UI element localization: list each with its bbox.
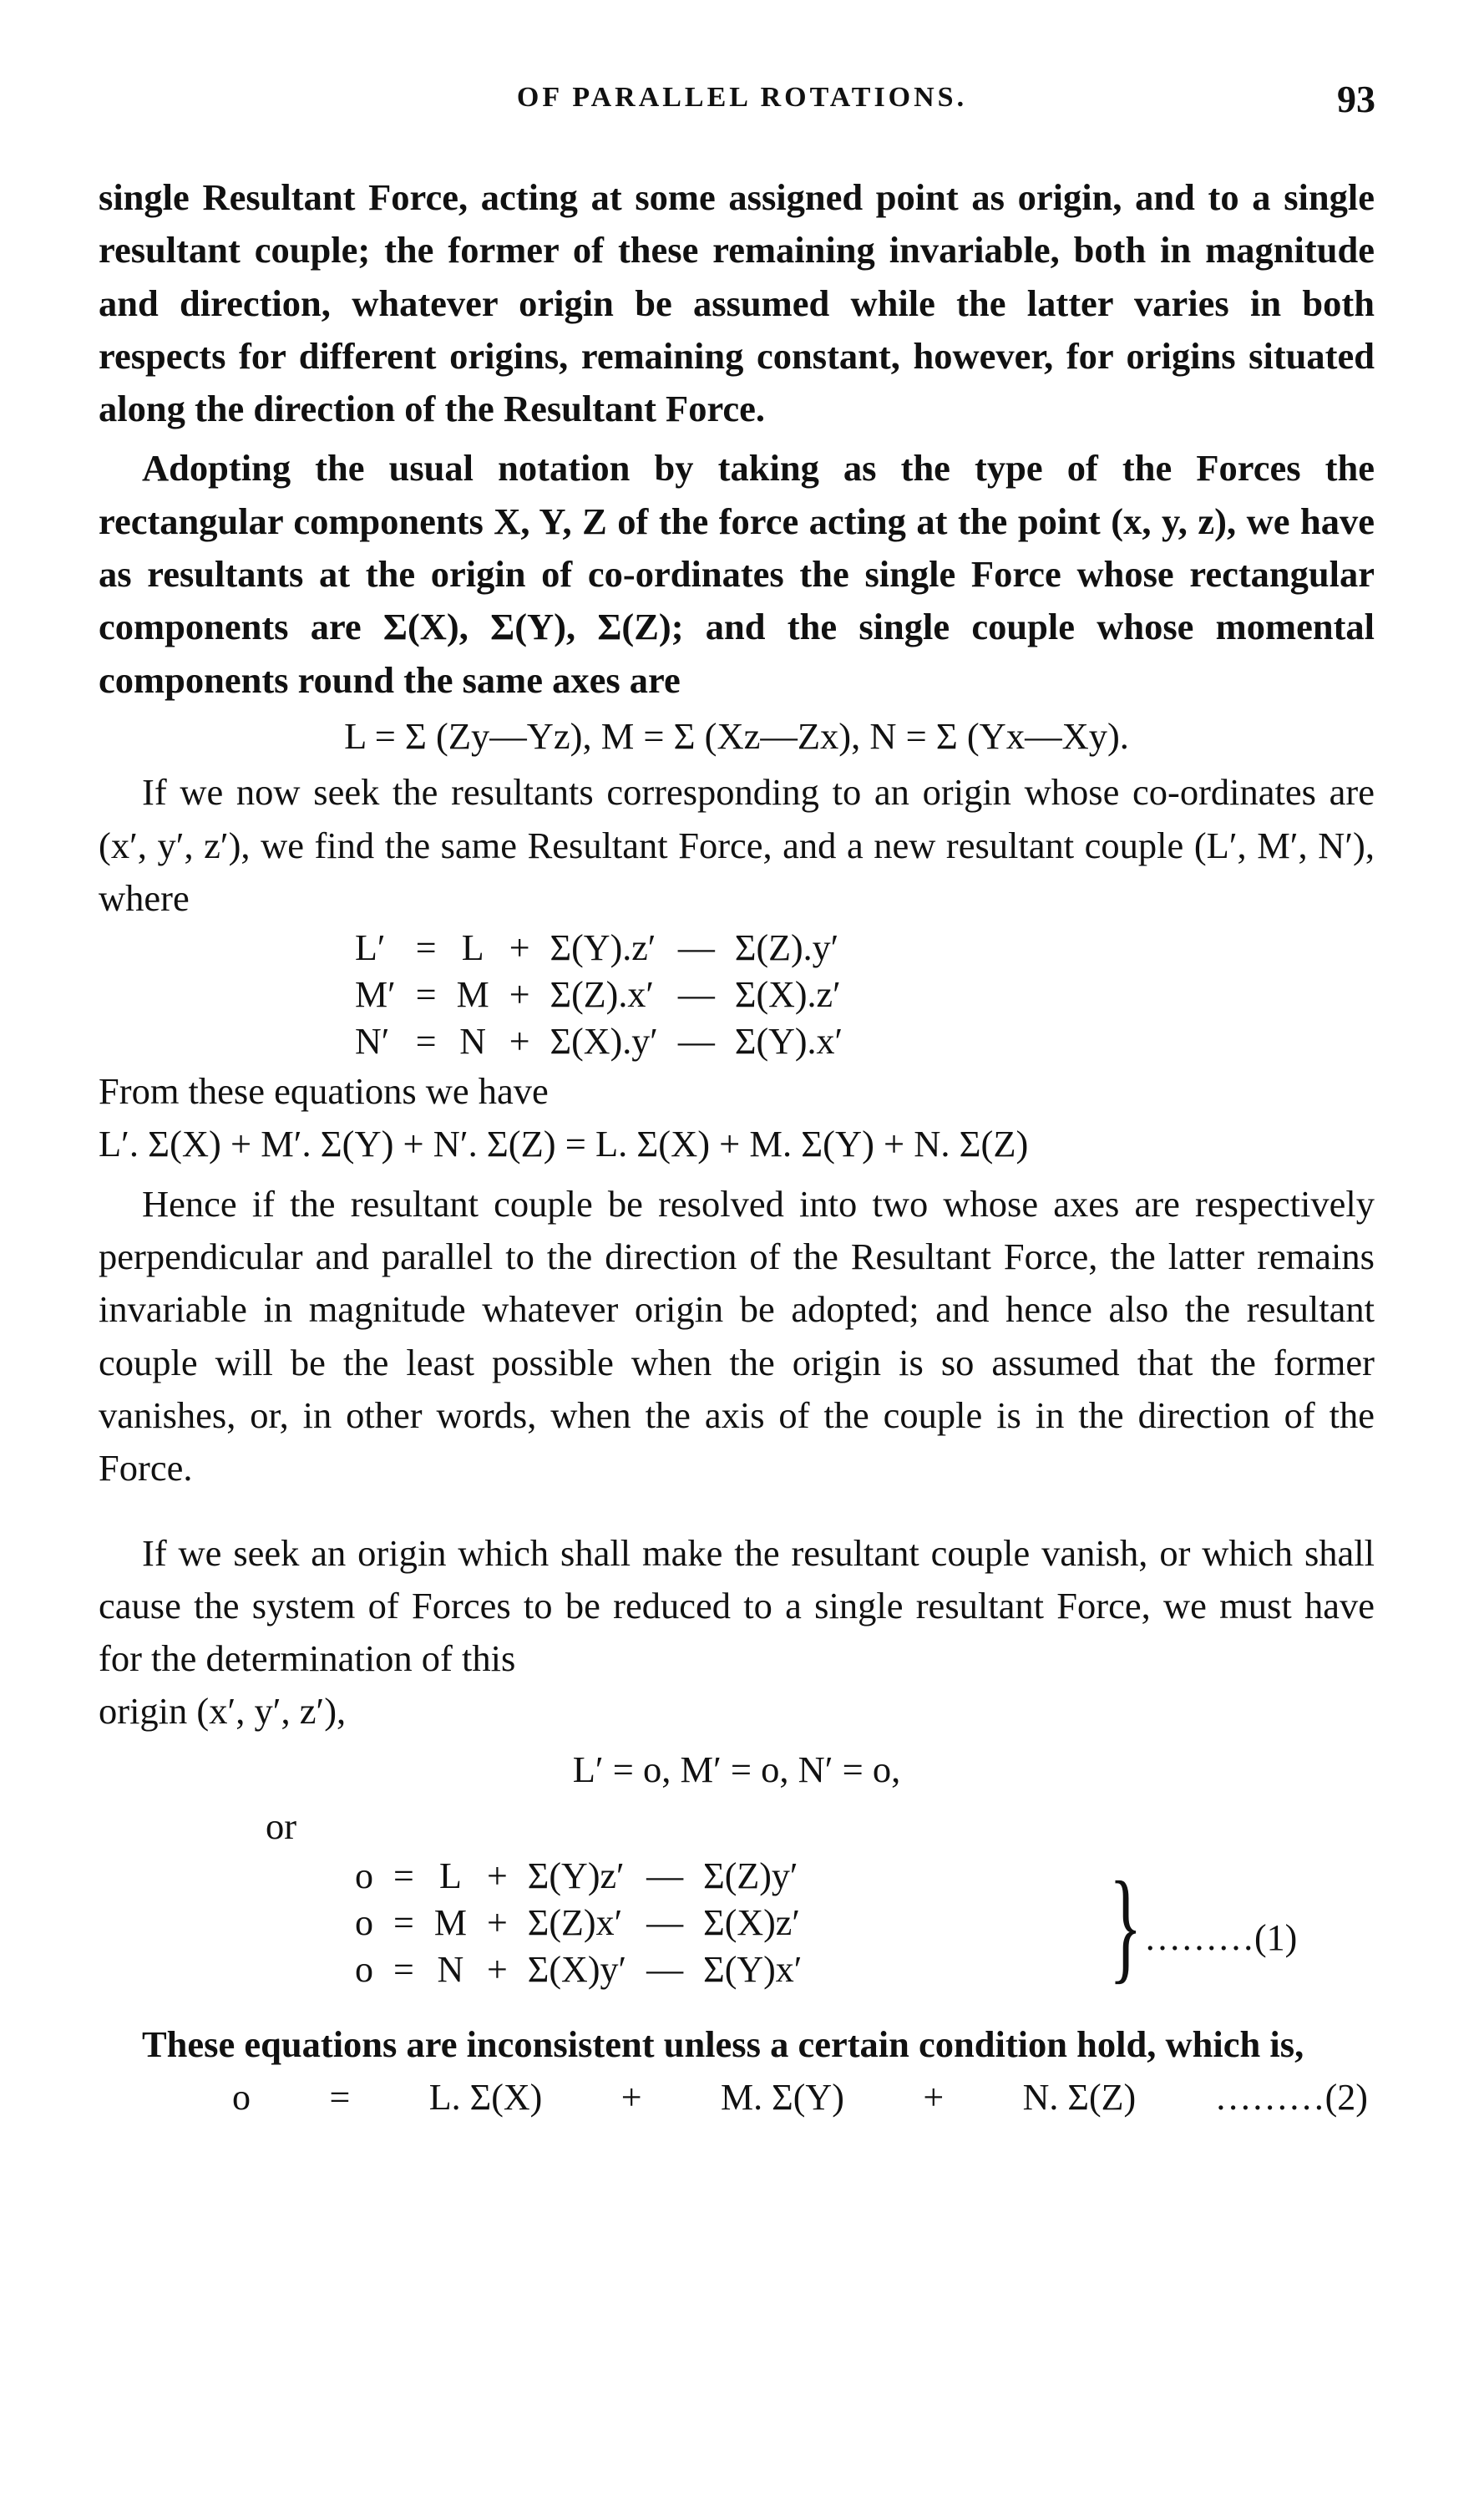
equation-term: Σ(X)z′ <box>703 1902 800 1944</box>
paragraph-notation: Adopting the usual notation by taking as the type of the Forces the rectangular components X, Y, Z of the force acting at the point (x, y, z), we have as resultants at the origin of co-ordinates the single Force whose rectangular components are Σ(X), Σ(Y), Σ(Z); and the single couple whose momental components round the same axes are <box>99 447 1375 701</box>
equation-term: o <box>355 1855 373 1897</box>
equation-term: L <box>438 1855 462 1897</box>
equation-term: M′ <box>355 974 396 1016</box>
equation-row <box>345 925 853 972</box>
equation-term: N <box>459 1021 487 1063</box>
equation-term: M <box>456 974 489 1016</box>
equation-system-1 <box>99 1853 1375 2018</box>
equation-term: = <box>393 1949 414 1991</box>
equation-term: Σ(Z).x′ <box>550 974 654 1016</box>
paragraph-seek-origin: If we seek an origin which shall make the resultant couple vanish, or which shall cause the system of Forces to be reduced to a single resultant Force, we must have for the determination of this <box>99 1531 1375 1680</box>
equation-term: Σ(Y).x′ <box>734 1021 843 1063</box>
equation-couple-vanishes: L′ = o, M′ = o, N′ = o, <box>572 1748 901 1791</box>
equation-term: N. Σ(Z) <box>1022 2077 1137 2119</box>
equation-term: M. Σ(Y) <box>721 2077 844 2119</box>
equation-term: — <box>646 1902 684 1944</box>
equation-term: = <box>415 974 437 1016</box>
running-title: OF PARALLEL ROTATIONS. <box>516 82 968 113</box>
equation-term: — <box>677 1021 715 1063</box>
equation-term: Σ(X).z′ <box>734 974 841 1016</box>
equation-term: = <box>393 1855 414 1897</box>
equation-row <box>345 1853 812 1900</box>
equation-row <box>345 1946 812 1993</box>
equation-term: N′ <box>355 1021 390 1063</box>
paragraph-continuation: single Resultant Force, acting at some assigned point as origin, and to a single resultant couple; the former of these remaining invariable, both in magnitude and direction, whatever origin be assumed while the latter varies in both respects for different origins, remaining constant, however, for origins situated along the direction of the Resultant Force. <box>99 176 1375 430</box>
equation-couple-components: L = Σ (Zy—Yz), M = Σ (Xz—Zx), N = Σ (Yx—Xy). <box>344 714 1129 757</box>
equation-term: N <box>437 1949 464 1991</box>
equation-term: + <box>620 2077 642 2119</box>
paragraph-from-these: From these equations we have <box>99 1070 549 1113</box>
equation-term: + <box>923 2077 945 2119</box>
equation-number-1: ………(1) <box>1144 1917 1298 1959</box>
equation-term: = <box>329 2077 351 2119</box>
equation-term: + <box>486 1902 508 1944</box>
equation-term: — <box>677 974 715 1016</box>
equation-term: — <box>646 1855 684 1897</box>
equation-term: + <box>486 1855 508 1897</box>
equation-term: — <box>677 927 715 969</box>
equation-row <box>345 972 853 1018</box>
equation-row <box>345 1900 812 1946</box>
equation-term: Σ(Z).y′ <box>734 927 839 969</box>
equation-term: L <box>461 927 484 969</box>
right-brace-icon: } <box>1109 1856 1142 1996</box>
equation-condition-2 <box>99 2071 1375 2124</box>
equation-term: M <box>433 1902 467 1944</box>
page-number: 93 <box>1337 78 1375 120</box>
equation-term: + <box>509 974 530 1016</box>
paragraph-hence: Hence if the resultant couple be resolved into two whose axes are respectively perpendicular and parallel to the direction of the Resultant Force, the latter remains invariable in magnitude whatever origin be adopted; and hence also the resultant couple will be the least possible when the origin is so assumed that the former vanishes, or, in other words, when the axis of the couple is in the direction of the Force. <box>99 1182 1375 1489</box>
equation-term: = <box>415 1021 437 1063</box>
equation-term: Σ(Z)y′ <box>703 1855 798 1897</box>
equation-term: = <box>393 1902 414 1944</box>
equation-term: + <box>486 1949 508 1991</box>
equation-system-new-couple <box>345 925 853 1065</box>
equation-term: — <box>646 1949 684 1991</box>
equation-term: Σ(Z)x′ <box>527 1902 623 1944</box>
or-connector: or <box>266 1804 297 1847</box>
equation-term: Σ(X).y′ <box>550 1021 658 1063</box>
equation-term: Σ(Y)z′ <box>527 1855 625 1897</box>
equation-term: Σ(X)y′ <box>527 1949 627 1991</box>
equation-term: o <box>355 1902 373 1944</box>
equation-row <box>345 1018 853 1065</box>
page-body <box>99 171 1375 2124</box>
equation-term: o <box>232 2077 251 2119</box>
equation-term: L. Σ(X) <box>428 2077 543 2119</box>
page-header <box>0 78 1484 132</box>
equation-invariant: L′. Σ(X) + M′. Σ(Y) + N′. Σ(Z) = L. Σ(X) + M. Σ(Y) + N. Σ(Z) <box>99 1123 1029 1165</box>
paragraph-inconsistent: These equations are inconsistent unless a certain condition hold, which is, <box>142 2023 1304 2066</box>
equation-term: L′ <box>355 927 386 969</box>
equation-term: + <box>509 1021 530 1063</box>
equation-term: = <box>415 927 437 969</box>
paragraph-new-origin: If we now seek the resultants corresponding to an origin whose co-ordinates are (x′, y′, z′), we find the same Resultant Force, and a new resultant couple (L′, M′, N′), where <box>99 771 1375 919</box>
equation-number-2: ………(2) <box>1214 2077 1368 2119</box>
equation-term: + <box>509 927 530 969</box>
equation-term: Σ(Y)x′ <box>703 1949 803 1991</box>
equation-term: Σ(Y).z′ <box>550 927 656 969</box>
equation-term: o <box>355 1949 373 1991</box>
origin-coordinates: origin (x′, y′, z′), <box>99 1690 347 1733</box>
equation-system-1-table <box>345 1853 812 1993</box>
